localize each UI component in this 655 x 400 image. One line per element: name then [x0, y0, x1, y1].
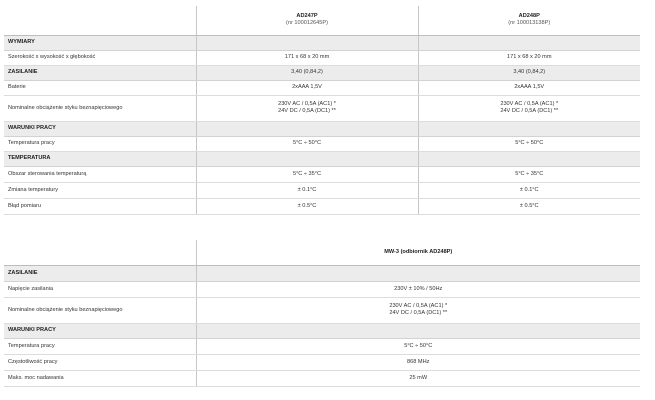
- row-value: 5°C ÷ 35°C: [418, 166, 640, 182]
- row-label: Temperatura pracy: [4, 136, 196, 151]
- column-product-number: (nr 100012645P): [286, 20, 328, 27]
- row-value: 5°C ÷ 50°C: [418, 136, 640, 151]
- row-value: 171 x 68 x 20 mm: [196, 50, 418, 65]
- section-label: TEMPERATURA: [4, 151, 196, 166]
- section-label: WARUNKI PRACY: [4, 121, 196, 136]
- table-row: [4, 370, 640, 386]
- section-row: [4, 151, 640, 166]
- value-line: 24V DC / 0,5A (DC1) **: [278, 108, 336, 114]
- table-row: [4, 338, 640, 354]
- table-row: [4, 198, 640, 214]
- section-row: [4, 65, 640, 80]
- row-label: Szerokość x wysokość x głębokość: [4, 50, 196, 65]
- value-line: 230V AC / 0,5A (AC1) *: [389, 303, 448, 309]
- row-label: Maks. moc nadawania: [4, 370, 196, 386]
- header-empty-cell: [4, 6, 196, 35]
- specs-table-receiver: [4, 240, 640, 387]
- column-header-mw3: [196, 240, 640, 265]
- row-label: Obszar sterowania temperaturą: [4, 166, 196, 182]
- row-value: 230V ± 10% / 50Hz: [196, 281, 640, 297]
- row-value: 5°C ÷ 50°C: [196, 338, 640, 354]
- row-value: [196, 297, 640, 323]
- row-label: Napięcie zasilania: [4, 281, 196, 297]
- row-label: Temperatura pracy: [4, 338, 196, 354]
- value-line: 24V DC / 0,5A (DC1) **: [500, 108, 559, 114]
- table-row: [4, 281, 640, 297]
- row-label: Zmiana temperatury: [4, 182, 196, 198]
- table-row: [4, 136, 640, 151]
- table-header-row: [4, 6, 640, 35]
- table-row: [4, 95, 640, 121]
- column-model: MW-3 (odbiornik AD248P): [384, 248, 453, 255]
- row-label: Częstotliwość pracy: [4, 354, 196, 370]
- table-row: [4, 182, 640, 198]
- column-product-number: (nr 100013138P): [508, 20, 551, 27]
- table-row: [4, 354, 640, 370]
- column-header-ad248p: [418, 6, 640, 35]
- section-label: ZASILANIE: [4, 65, 196, 80]
- row-value: 2xAAA 1,5V: [418, 80, 640, 95]
- column-header-ad247p: [196, 6, 418, 35]
- table-row: [4, 50, 640, 65]
- row-value: [418, 95, 640, 121]
- row-value: 2xAAA 1,5V: [196, 80, 418, 95]
- row-label: Baterie: [4, 80, 196, 95]
- table-row: [4, 80, 640, 95]
- row-label: Błąd pomiaru: [4, 198, 196, 214]
- section-label: WYMIARY: [4, 35, 196, 50]
- value-line: 230V AC / 0,5A (AC1) *: [500, 101, 559, 107]
- value-line: 24V DC / 0,5A (DC1) **: [389, 310, 448, 316]
- table-row: [4, 166, 640, 182]
- value-line: 230V AC / 0,5A (AC1) *: [278, 101, 336, 107]
- row-value: ± 0.5°C: [418, 198, 640, 214]
- row-value: [196, 95, 418, 121]
- table-header-row: [4, 240, 640, 265]
- row-label: Nominalne obciążenie styku beznapięciowego: [4, 95, 196, 121]
- row-value: ± 0.5°C: [196, 198, 418, 214]
- row-value: 3,40 (0,84,2): [418, 65, 640, 80]
- row-value: ± 0.1°C: [418, 182, 640, 198]
- row-value: 5°C ÷ 50°C: [196, 136, 418, 151]
- section-label: ZASILANIE: [4, 265, 196, 281]
- section-label: WARUNKI PRACY: [4, 323, 196, 338]
- specs-table-thermostats: [4, 6, 640, 215]
- table-row: [4, 297, 640, 323]
- column-model: AD248P: [518, 13, 540, 20]
- row-label: Nominalne obciążenie styku beznapięciowego: [4, 297, 196, 323]
- section-row: [4, 265, 640, 281]
- column-model: AD247P: [296, 13, 318, 20]
- row-value: ± 0.1°C: [196, 182, 418, 198]
- section-row: [4, 35, 640, 50]
- row-value: 5°C ÷ 35°C: [196, 166, 418, 182]
- section-row: [4, 121, 640, 136]
- row-value: 3,40 (0,84,2): [196, 65, 418, 80]
- row-value: 25 mW: [196, 370, 640, 386]
- row-value: 868 MHz: [196, 354, 640, 370]
- header-empty-cell: [4, 240, 196, 265]
- section-row: [4, 323, 640, 338]
- row-value: 171 x 68 x 20 mm: [418, 50, 640, 65]
